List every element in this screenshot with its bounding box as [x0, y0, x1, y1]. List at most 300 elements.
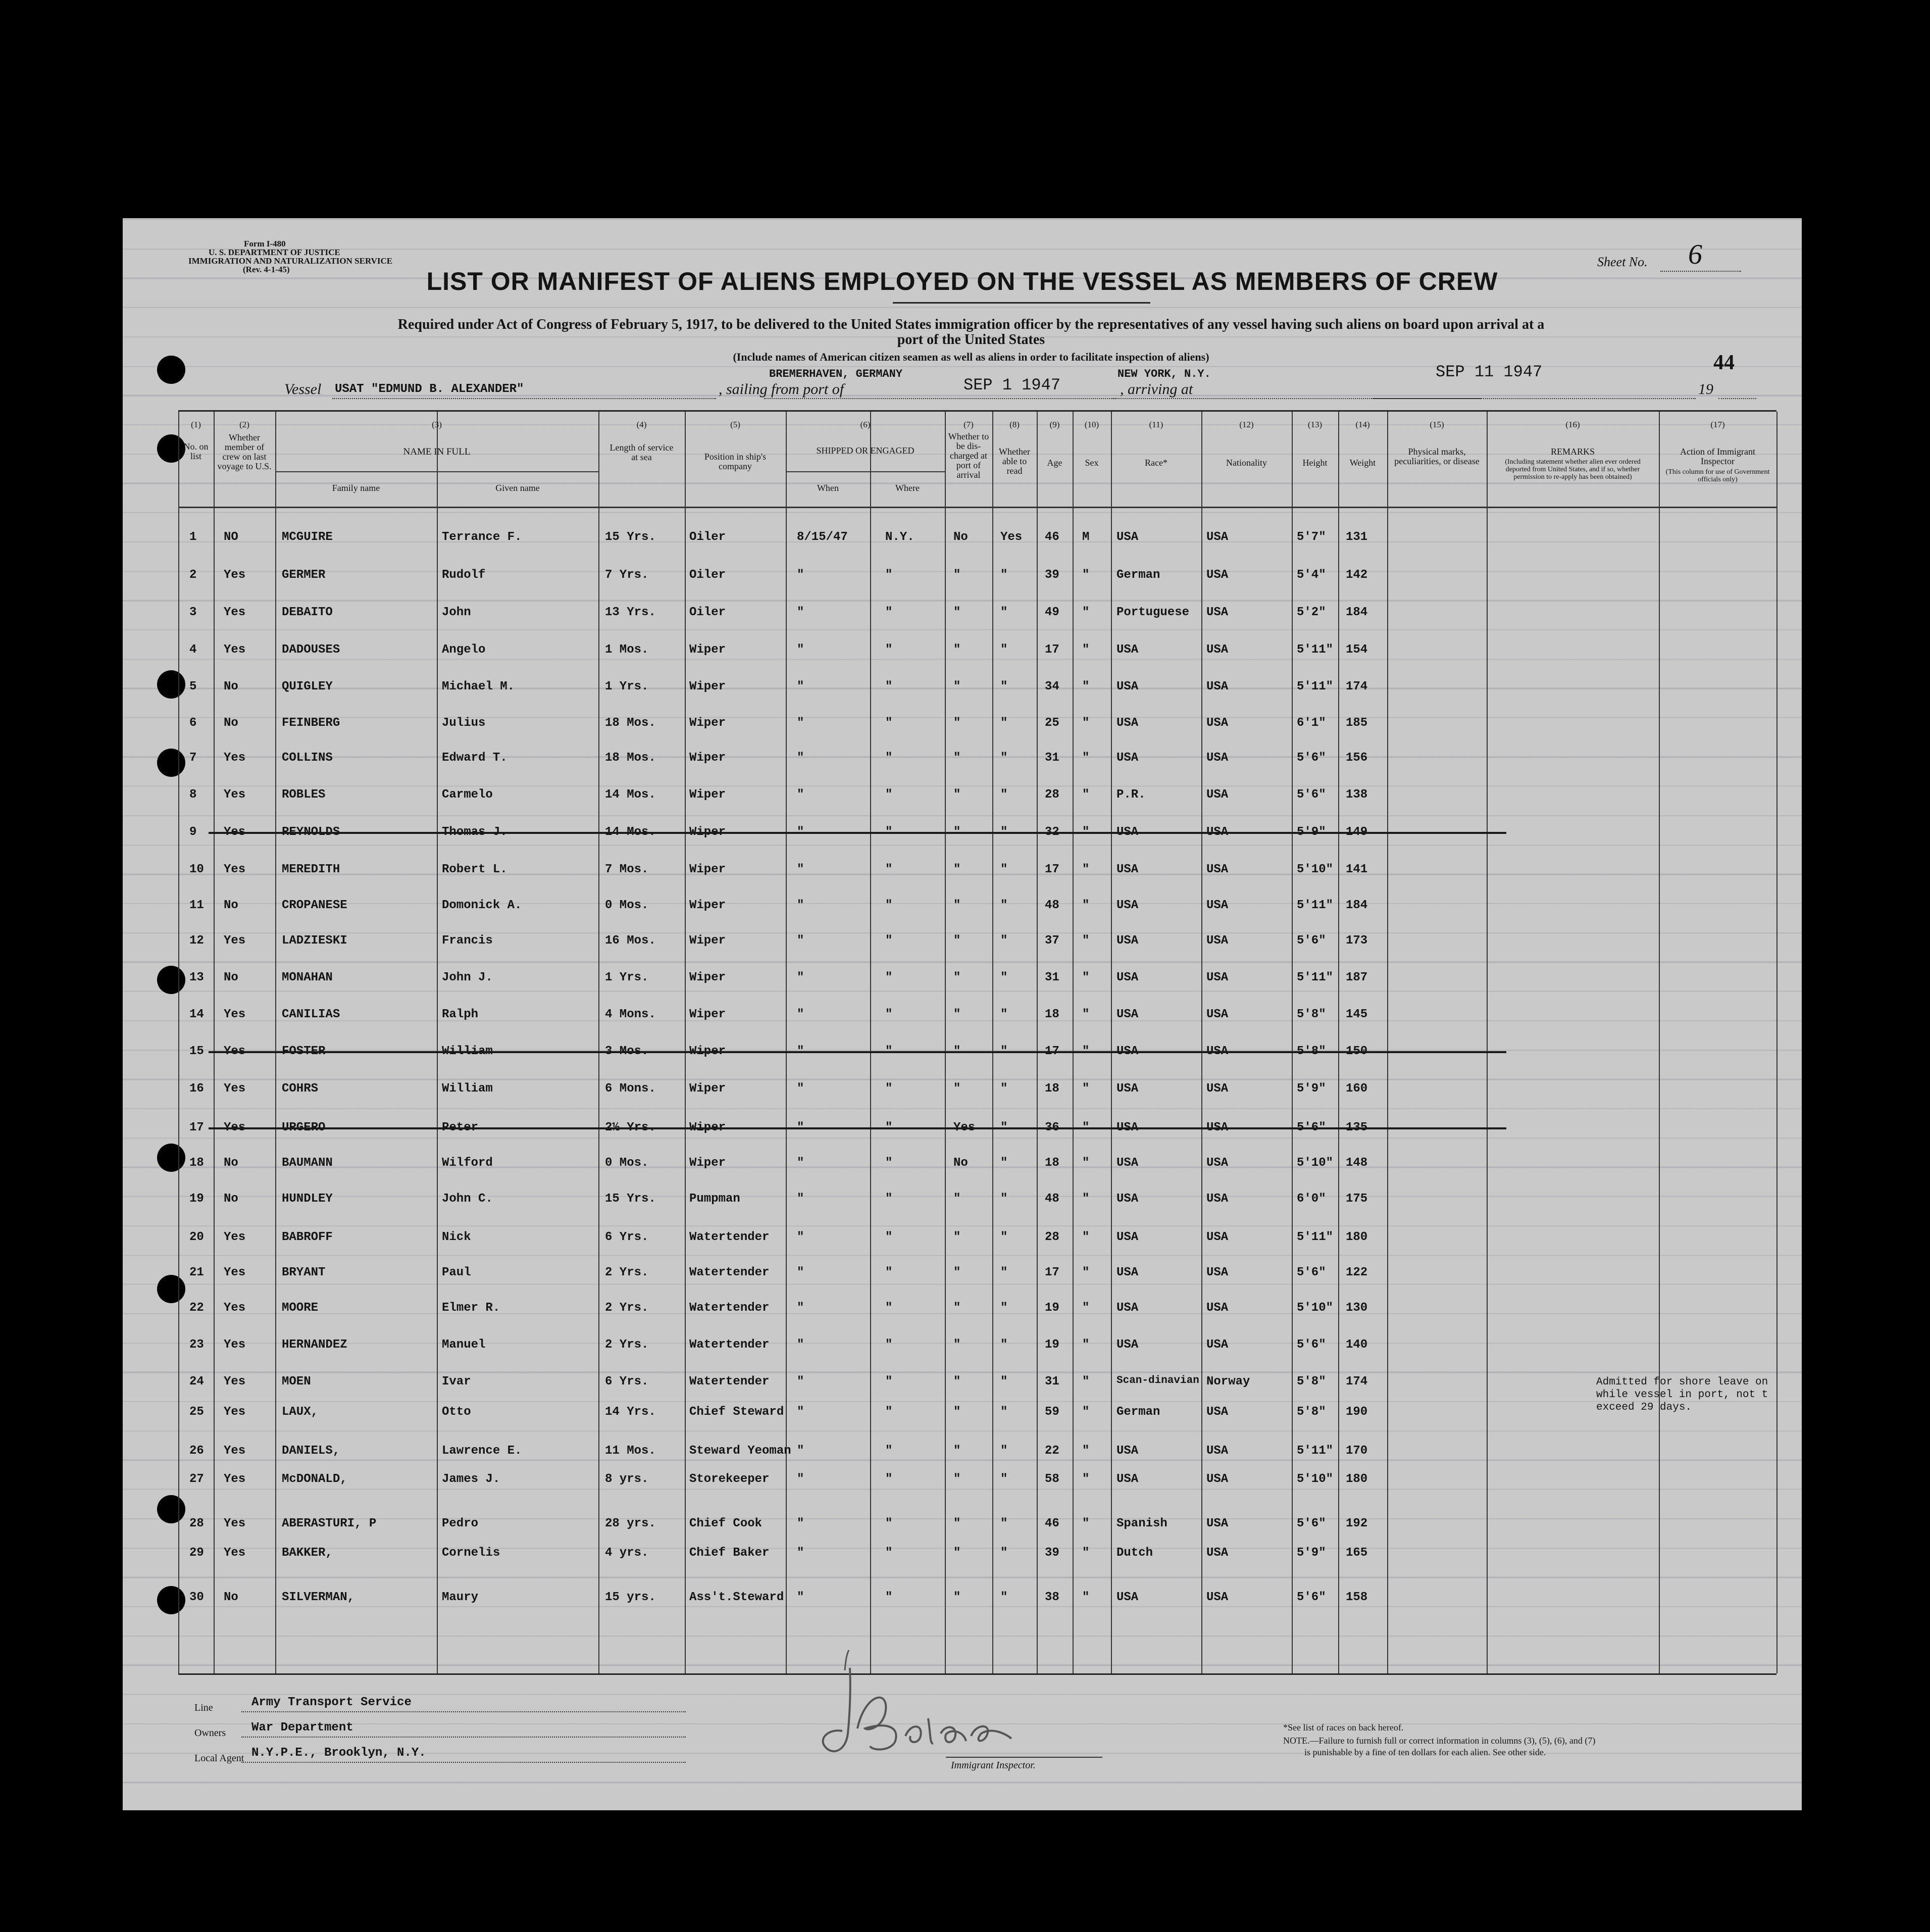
cell-length-of-service: 14 Yrs.: [605, 1405, 656, 1419]
col-15-number: (15): [1430, 420, 1444, 429]
crew-table: [178, 410, 1776, 1675]
cell-shipped-when: ": [797, 751, 804, 765]
cell-given-name: Lawrence E.: [442, 1444, 522, 1458]
cell-weight: 148: [1346, 1156, 1368, 1170]
cell-prev-voyage: No: [224, 1591, 238, 1604]
cell-nationality: USA: [1206, 899, 1229, 912]
cell-race: USA: [1116, 751, 1139, 765]
cell-nationality: USA: [1206, 1546, 1229, 1560]
cell-sex: ": [1082, 1156, 1090, 1170]
cell-race: USA: [1116, 1045, 1139, 1058]
cell-discharged: ": [953, 1301, 961, 1315]
cell-length-of-service: 7 Yrs.: [605, 568, 649, 582]
cell-able-to-read: ": [1000, 1008, 1008, 1021]
cell-position: Wiper: [689, 971, 726, 984]
cell-given-name: Maury: [442, 1591, 479, 1604]
cell-discharged: ": [953, 971, 961, 984]
cell-nationality: USA: [1206, 863, 1229, 876]
cell-sex: ": [1082, 568, 1090, 582]
cell-age: 18: [1045, 1156, 1059, 1170]
cell-height: 5'9": [1297, 1546, 1326, 1560]
table-row: [178, 1462, 1776, 1498]
cell-prev-voyage: Yes: [224, 1301, 246, 1315]
col-header-shipped-or-engaged: SHIPPED OR ENGAGED: [816, 445, 915, 456]
cell-length-of-service: 15 Yrs.: [605, 530, 656, 544]
cell-given-name: Robert L.: [442, 863, 507, 876]
cell-sex: ": [1082, 1008, 1090, 1021]
cell-prev-voyage: Yes: [224, 1375, 246, 1389]
col-header-no-on-list: No. on list: [183, 441, 209, 461]
form-dept: U. S. DEPARTMENT OF JUSTICE: [209, 247, 340, 257]
cell-nationality: USA: [1206, 1008, 1229, 1021]
cell-weight: 165: [1346, 1546, 1368, 1560]
cell-row-number: 29: [189, 1546, 204, 1560]
cell-given-name: John C.: [442, 1192, 493, 1206]
cell-position: Ass't.Steward: [689, 1591, 784, 1604]
cell-shipped-where: ": [885, 1444, 893, 1458]
cell-able-to-read: ": [1000, 1266, 1008, 1279]
cell-family-name: ROBLES: [282, 788, 326, 802]
cell-position: Wiper: [689, 680, 726, 693]
cell-age: 25: [1045, 716, 1059, 730]
cell-row-number: 3: [189, 606, 197, 619]
col-header-remarks-note: (Including statement whether alien ever ordered deported from United States, and if so, whether permission to re-apply has been obtained): [1505, 458, 1641, 481]
cell-shipped-where: ": [885, 934, 893, 948]
table-row: [178, 670, 1776, 705]
cell-race: USA: [1116, 1121, 1139, 1134]
cell-age: 37: [1045, 934, 1059, 948]
cell-row-number: 5: [189, 680, 197, 693]
cell-race: German: [1116, 1405, 1160, 1419]
cell-nationality: USA: [1206, 1444, 1229, 1458]
cell-given-name: Ralph: [442, 1008, 479, 1021]
cell-shipped-when: ": [797, 1517, 804, 1530]
cell-position: Wiper: [689, 934, 726, 948]
cell-row-number: 7: [189, 751, 197, 765]
cell-prev-voyage: Yes: [224, 1008, 246, 1021]
cell-row-number: 19: [189, 1192, 204, 1206]
cell-race: USA: [1116, 716, 1139, 730]
cell-family-name: FOSTER: [282, 1045, 326, 1058]
cell-weight: 130: [1346, 1301, 1368, 1315]
cell-position: Watertender: [689, 1338, 770, 1352]
penalty-note-1: NOTE.—Failure to furnish full or correct information in columns (3), (5), (6), and (7): [1283, 1736, 1596, 1746]
cell-prev-voyage: No: [224, 716, 238, 730]
arriving-port: NEW YORK, N.Y.: [1118, 368, 1211, 380]
cell-length-of-service: 3 Mos.: [605, 1045, 649, 1058]
cell-prev-voyage: Yes: [224, 1405, 246, 1419]
manifest-sheet: [123, 218, 1802, 1810]
cell-length-of-service: 0 Mos.: [605, 899, 649, 912]
cell-discharged: ": [953, 863, 961, 876]
cell-age: 22: [1045, 1444, 1059, 1458]
subtitle-3: (Include names of American citizen seamen as well as aliens in order to facilitate inspection of aliens): [733, 351, 1209, 363]
cell-height: 5'8": [1297, 1375, 1326, 1389]
cell-height: 5'6": [1297, 1517, 1326, 1530]
cell-position: Chief Cook: [689, 1517, 763, 1530]
cell-prev-voyage: Yes: [224, 1338, 246, 1352]
cell-prev-voyage: No: [224, 1192, 238, 1206]
cell-age: 17: [1045, 643, 1059, 657]
cell-shipped-where: ": [885, 1472, 893, 1486]
col-12-number: (12): [1239, 420, 1254, 429]
cell-height: 5'11": [1297, 1230, 1334, 1244]
cell-position: Wiper: [689, 1008, 726, 1021]
cell-age: 32: [1045, 825, 1059, 839]
cell-weight: 185: [1346, 716, 1368, 730]
cell-position: Oiler: [689, 530, 726, 544]
sheet-number: 6: [1688, 239, 1702, 270]
table-row: [178, 596, 1776, 631]
cell-prev-voyage: NO: [224, 530, 238, 544]
cell-given-name: Julius: [442, 716, 486, 730]
cell-shipped-where: ": [885, 751, 893, 765]
cell-family-name: MOEN: [282, 1375, 311, 1389]
cell-shipped-where: ": [885, 788, 893, 802]
table-row: [178, 853, 1776, 888]
cell-race: USA: [1116, 1338, 1139, 1352]
cell-position: Steward Yeoman: [689, 1444, 791, 1458]
cell-shipped-when: ": [797, 934, 804, 948]
cell-sex: ": [1082, 606, 1090, 619]
cell-nationality: USA: [1206, 1192, 1229, 1206]
cell-family-name: DADOUSES: [282, 643, 340, 657]
cell-shipped-when: ": [797, 680, 804, 693]
col-header-prev-voyage: Whether member of crew on last voyage to U.S.: [217, 432, 272, 471]
cell-race: USA: [1116, 1008, 1139, 1021]
cell-age: 39: [1045, 568, 1059, 582]
cell-height: 5'4": [1297, 568, 1326, 582]
cell-weight: 173: [1346, 934, 1368, 948]
cell-nationality: USA: [1206, 788, 1229, 802]
cell-discharged: No: [953, 1156, 968, 1170]
cell-shipped-when: ": [797, 716, 804, 730]
cell-row-number: 23: [189, 1338, 204, 1352]
cell-age: 31: [1045, 1375, 1059, 1389]
cell-shipped-when: ": [797, 863, 804, 876]
cell-shipped-when: 8/15/47: [797, 530, 848, 544]
subtitle-2: port of the United States: [897, 332, 1045, 348]
cell-length-of-service: 4 yrs.: [605, 1546, 649, 1560]
cell-sex: ": [1082, 1405, 1090, 1419]
cell-nationality: USA: [1206, 1517, 1229, 1530]
cell-discharged: ": [953, 788, 961, 802]
cell-row-number: 11: [189, 899, 204, 912]
cell-able-to-read: ": [1000, 606, 1008, 619]
cell-age: 18: [1045, 1008, 1059, 1021]
cell-shipped-when: ": [797, 568, 804, 582]
cell-row-number: 22: [189, 1301, 204, 1315]
cell-able-to-read: Yes: [1000, 530, 1023, 544]
cell-position: Wiper: [689, 1045, 726, 1058]
cell-race: USA: [1116, 1301, 1139, 1315]
cell-shipped-when: ": [797, 1192, 804, 1206]
cell-discharged: ": [953, 1338, 961, 1352]
cell-race: German: [1116, 568, 1160, 582]
col-header-remarks: REMARKS: [1550, 447, 1595, 457]
table-row: [178, 558, 1776, 593]
cell-able-to-read: ": [1000, 1444, 1008, 1458]
cell-discharged: ": [953, 825, 961, 839]
cell-shipped-when: ": [797, 1082, 804, 1096]
cell-row-number: 25: [189, 1405, 204, 1419]
cell-sex: ": [1082, 1121, 1090, 1134]
cell-position: Wiper: [689, 751, 726, 765]
cell-shipped-when: ": [797, 1230, 804, 1244]
cell-length-of-service: 16 Mos.: [605, 934, 656, 948]
cell-position: Wiper: [689, 825, 726, 839]
cell-given-name: Pedro: [442, 1517, 479, 1530]
cell-weight: 174: [1346, 680, 1368, 693]
cell-age: 48: [1045, 1192, 1059, 1206]
cell-race: USA: [1116, 1082, 1139, 1096]
cell-age: 46: [1045, 530, 1059, 544]
table-row: [178, 888, 1776, 924]
cell-length-of-service: 15 yrs.: [605, 1591, 656, 1604]
col-header-inspector-action: Action of Immigrant Inspector: [1680, 447, 1755, 466]
cell-position: Watertender: [689, 1301, 770, 1315]
cell-sex: ": [1082, 1517, 1090, 1530]
cell-given-name: Carmelo: [442, 788, 493, 802]
cell-weight: 154: [1346, 643, 1368, 657]
cell-weight: 142: [1346, 568, 1368, 582]
cell-prev-voyage: Yes: [224, 568, 246, 582]
cell-prev-voyage: Yes: [224, 825, 246, 839]
subtitle-1: Required under Act of Congress of February 5, 1917, to be delivered to the United States immigration officer by the representatives of any vessel having such aliens on board upon arrival at a: [397, 317, 1545, 332]
cell-race: Dutch: [1116, 1546, 1153, 1560]
col-10-number: (10): [1084, 420, 1099, 429]
cell-race: USA: [1116, 1192, 1139, 1206]
cell-shipped-when: ": [797, 1472, 804, 1486]
cell-prev-voyage: Yes: [224, 863, 246, 876]
cell-family-name: BAKKER,: [282, 1546, 333, 1560]
cell-row-number: 1: [189, 530, 197, 544]
cell-able-to-read: ": [1000, 788, 1008, 802]
cell-able-to-read: ": [1000, 1375, 1008, 1389]
remarks-line-3: exceed 29 days.: [1596, 1402, 1692, 1413]
cell-family-name: COHRS: [282, 1082, 319, 1096]
cell-discharged: ": [953, 1444, 961, 1458]
cell-length-of-service: 1 Yrs.: [605, 971, 649, 984]
cell-length-of-service: 8 yrs.: [605, 1472, 649, 1486]
sailing-port: BREMERHAVEN, GERMANY: [769, 368, 903, 380]
cell-position: Wiper: [689, 1082, 726, 1096]
cell-prev-voyage: Yes: [224, 1230, 246, 1244]
cell-weight: 180: [1346, 1472, 1368, 1486]
col-header-able-to-read: Whether able to read: [999, 447, 1030, 476]
cell-able-to-read: ": [1000, 971, 1008, 984]
cell-sex: ": [1082, 1230, 1090, 1244]
cell-prev-voyage: Yes: [224, 751, 246, 765]
cell-shipped-where: ": [885, 1591, 893, 1604]
cell-sex: ": [1082, 1082, 1090, 1096]
col-16-number: (16): [1565, 420, 1580, 429]
strikethrough-line: [209, 832, 1506, 834]
cell-height: 5'11": [1297, 899, 1334, 912]
cell-length-of-service: 13 Yrs.: [605, 606, 656, 619]
cell-height: 5'9": [1297, 825, 1326, 839]
cell-given-name: Edward T.: [442, 751, 507, 765]
cell-given-name: Terrance F.: [442, 530, 522, 544]
cell-weight: 156: [1346, 751, 1368, 765]
cell-nationality: USA: [1206, 1266, 1229, 1279]
cell-family-name: DEBAITO: [282, 606, 333, 619]
table-row: [178, 1146, 1776, 1181]
cell-discharged: ": [953, 1230, 961, 1244]
cell-able-to-read: ": [1000, 1591, 1008, 1604]
cell-weight: 190: [1346, 1405, 1368, 1419]
table-row: [178, 520, 1776, 556]
cell-length-of-service: 7 Mos.: [605, 863, 649, 876]
cell-row-number: 30: [189, 1591, 204, 1604]
table-row: [178, 633, 1776, 668]
cell-discharged: ": [953, 716, 961, 730]
cell-sex: ": [1082, 716, 1090, 730]
col-8-number: (8): [1009, 420, 1020, 429]
cell-discharged: ": [953, 751, 961, 765]
cell-shipped-where: ": [885, 1546, 893, 1560]
cell-shipped-where: ": [885, 1008, 893, 1021]
cell-prev-voyage: Yes: [224, 934, 246, 948]
cell-able-to-read: ": [1000, 680, 1008, 693]
cell-row-number: 17: [189, 1121, 204, 1134]
cell-nationality: USA: [1206, 1082, 1229, 1096]
cell-race: USA: [1116, 643, 1139, 657]
cell-length-of-service: 2½ Yrs.: [605, 1121, 656, 1134]
col-13-number: (13): [1307, 420, 1323, 429]
cell-given-name: John: [442, 606, 471, 619]
cell-weight: 138: [1346, 788, 1368, 802]
cell-discharged: ": [953, 934, 961, 948]
cell-discharged: ": [953, 1546, 961, 1560]
cell-prev-voyage: No: [224, 1156, 238, 1170]
cell-weight: 180: [1346, 1230, 1368, 1244]
cell-length-of-service: 14 Mos.: [605, 825, 656, 839]
cell-able-to-read: ": [1000, 1472, 1008, 1486]
cell-family-name: HERNANDEZ: [282, 1338, 347, 1352]
cell-length-of-service: 18 Mos.: [605, 716, 656, 730]
cell-row-number: 6: [189, 716, 197, 730]
cell-weight: 192: [1346, 1517, 1368, 1530]
cell-position: Watertender: [689, 1266, 770, 1279]
cell-length-of-service: 0 Mos.: [605, 1156, 649, 1170]
cell-age: 19: [1045, 1338, 1059, 1352]
cell-able-to-read: ": [1000, 1301, 1008, 1315]
cell-position: Pumpman: [689, 1192, 740, 1206]
cell-weight: 160: [1346, 1082, 1368, 1096]
cell-age: 48: [1045, 899, 1059, 912]
cell-row-number: 15: [189, 1045, 204, 1058]
cell-shipped-where: ": [885, 1121, 893, 1134]
cell-age: 39: [1045, 1546, 1059, 1560]
cell-race: USA: [1116, 530, 1139, 544]
sheet-label: Sheet No.: [1597, 255, 1648, 269]
cell-shipped-when: ": [797, 1546, 804, 1560]
cell-shipped-where: ": [885, 1405, 893, 1419]
cell-shipped-where: ": [885, 971, 893, 984]
cell-able-to-read: ": [1000, 934, 1008, 948]
table-row: [178, 741, 1776, 776]
cell-shipped-where: ": [885, 1192, 893, 1206]
cell-weight: 131: [1346, 530, 1368, 544]
cell-height: 5'6": [1297, 1338, 1326, 1352]
arriving-label: , arriving at: [1120, 381, 1193, 398]
cell-given-name: Francis: [442, 934, 493, 948]
cell-weight: 175: [1346, 1192, 1368, 1206]
cell-weight: 141: [1346, 863, 1368, 876]
cell-height: 5'11": [1297, 643, 1334, 657]
table-row: [178, 998, 1776, 1033]
cell-position: Wiper: [689, 863, 726, 876]
cell-length-of-service: 14 Mos.: [605, 788, 656, 802]
col-header-height: Height: [1302, 458, 1328, 468]
cell-height: 5'10": [1297, 1301, 1334, 1315]
cell-nationality: USA: [1206, 971, 1229, 984]
cell-able-to-read: ": [1000, 751, 1008, 765]
cell-age: 34: [1045, 680, 1059, 693]
sailing-date: SEP 1 1947: [963, 376, 1061, 394]
cell-family-name: BABROFF: [282, 1230, 333, 1244]
cell-age: 36: [1045, 1121, 1059, 1134]
cell-able-to-read: ": [1000, 1517, 1008, 1530]
cell-shipped-where: ": [885, 1375, 893, 1389]
cell-able-to-read: ": [1000, 1156, 1008, 1170]
cell-able-to-read: ": [1000, 568, 1008, 582]
cell-nationality: USA: [1206, 568, 1229, 582]
cell-age: 28: [1045, 1230, 1059, 1244]
cell-sex: ": [1082, 825, 1090, 839]
cell-family-name: CROPANESE: [282, 899, 347, 912]
cell-length-of-service: 2 Yrs.: [605, 1266, 649, 1279]
cell-race: USA: [1116, 1266, 1139, 1279]
cell-shipped-when: ": [797, 1156, 804, 1170]
cell-family-name: MEREDITH: [282, 863, 340, 876]
cell-race: USA: [1116, 899, 1139, 912]
cell-family-name: BRYANT: [282, 1266, 326, 1279]
col-11-number: (11): [1149, 420, 1163, 429]
cell-race: USA: [1116, 1230, 1139, 1244]
cell-shipped-where: ": [885, 643, 893, 657]
cell-given-name: Domonick A.: [442, 899, 522, 912]
cell-position: Chief Steward: [689, 1405, 784, 1419]
cell-length-of-service: 11 Mos.: [605, 1444, 656, 1458]
cell-position: Wiper: [689, 899, 726, 912]
cell-given-name: Angelo: [442, 643, 486, 657]
cell-nationality: USA: [1206, 1405, 1229, 1419]
cell-age: 46: [1045, 1517, 1059, 1530]
cell-shipped-when: ": [797, 1121, 804, 1134]
cell-given-name: Ivar: [442, 1375, 471, 1389]
cell-height: 5'6": [1297, 1591, 1326, 1604]
col-header-name-in-full: NAME IN FULL: [403, 447, 471, 457]
cell-height: 5'6": [1297, 934, 1326, 948]
col-header-position: Position in ship's company: [704, 452, 767, 471]
col-1-number: (1): [191, 420, 201, 429]
cell-row-number: 24: [189, 1375, 204, 1389]
table-row: [178, 1328, 1776, 1363]
cell-able-to-read: ": [1000, 1338, 1008, 1352]
cell-given-name: Michael M.: [442, 680, 515, 693]
col-header-sex: Sex: [1085, 458, 1099, 468]
cell-race: USA: [1116, 1444, 1139, 1458]
cell-prev-voyage: Yes: [224, 1444, 246, 1458]
cell-discharged: ": [953, 1045, 961, 1058]
cell-prev-voyage: Yes: [224, 1045, 246, 1058]
cell-discharged: ": [953, 1517, 961, 1530]
cell-shipped-when: ": [797, 606, 804, 619]
cell-weight: 149: [1346, 825, 1368, 839]
cell-height: 6'1": [1297, 716, 1326, 730]
